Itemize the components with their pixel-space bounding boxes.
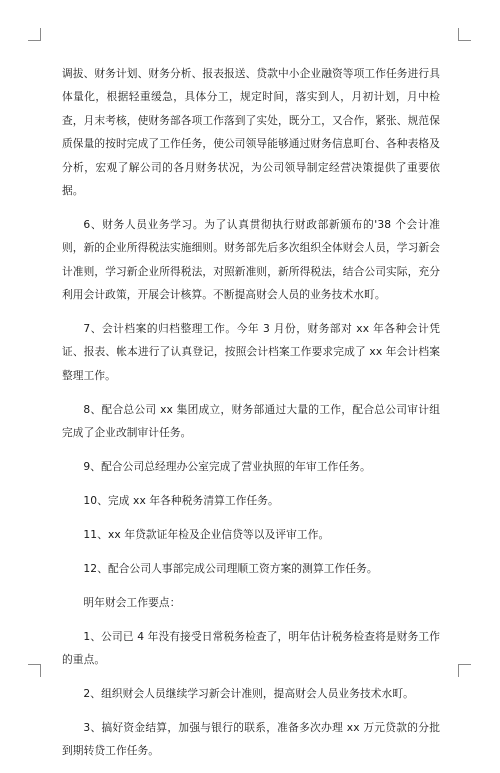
paragraph: 11、xx 年贷款证年检及企业信贷等以及评审工作。 (83, 527, 330, 541)
paragraph: 调拔、财务计划、财务分析、报表报送、贷款中小企业融资等项工作任务进行具体量化，根据轻重缓急，具体分工，规定时间，落实到人，月初计划，月中检查，月末考核，使财务部各项工作落到了实处，既分工，又合作，紧张、规范保质保量的按时完成了工作任务，使公司领导能够通过财务信息町台、各种表格及分析，宏观了解公司的各月财务状况，为公司领导制定经营决策提供了重要依据。 (62, 67, 440, 198)
section-heading: 明年财会工作要点： (83, 595, 181, 609)
paragraph: 3、搞好资金结算，加强与银行的联系，准备多次办理 xx 万元贷款的分批到期转贷工作任务。 (62, 720, 440, 758)
paragraph: 7、会计档案的归档整理工作。今年 3 月份，财务部对 xx 年各种会计凭证、报表、帐本进行了认真登记，按照会计档案工作要求完成了 xx 年会计档案整理工作。 (62, 322, 440, 382)
paragraph: 1、公司已 4 年没有接受日常税务检查了，明年估计税务检查将是财务工作的重点。 (62, 629, 440, 667)
crop-mark-bottom-right (458, 664, 471, 677)
paragraph: 9、配合公司总经理办公室完成了营业执照的年审工作任务。 (83, 460, 371, 474)
paragraph: 10、完成 xx 年各种税务清算工作任务。 (83, 494, 279, 507)
document-body (62, 62, 440, 773)
paragraph: 8、配合总公司 xx 集团成立，财务部通过大量的工作，配合总公司审计组完成了企业改制审计任务。 (62, 402, 440, 440)
paragraph: 2、组织财会人员继续学习新会计准则，提高财会人员业务技术水町。 (83, 686, 414, 700)
crop-mark-bottom-left (28, 664, 41, 677)
paragraph: 12、配合公司人事部完成公司理顺工资方案的测算工作任务。 (83, 561, 378, 575)
crop-mark-top-left (28, 28, 41, 41)
crop-mark-top-right (458, 28, 471, 41)
paragraph: 6、财务人员业务学习。为了认真贯彻执行财政部新颁布的'38 个会计准则，新的企业所得税法实施细则。财务部先后多次组织全体财会人员，学习新会计准则，学习新企业所得税法，对照新准则，新所得税法，结合公司实际，充分利用会计政策，开展会计核算。不断提高财会人员的业务技术水町。 (62, 217, 440, 302)
